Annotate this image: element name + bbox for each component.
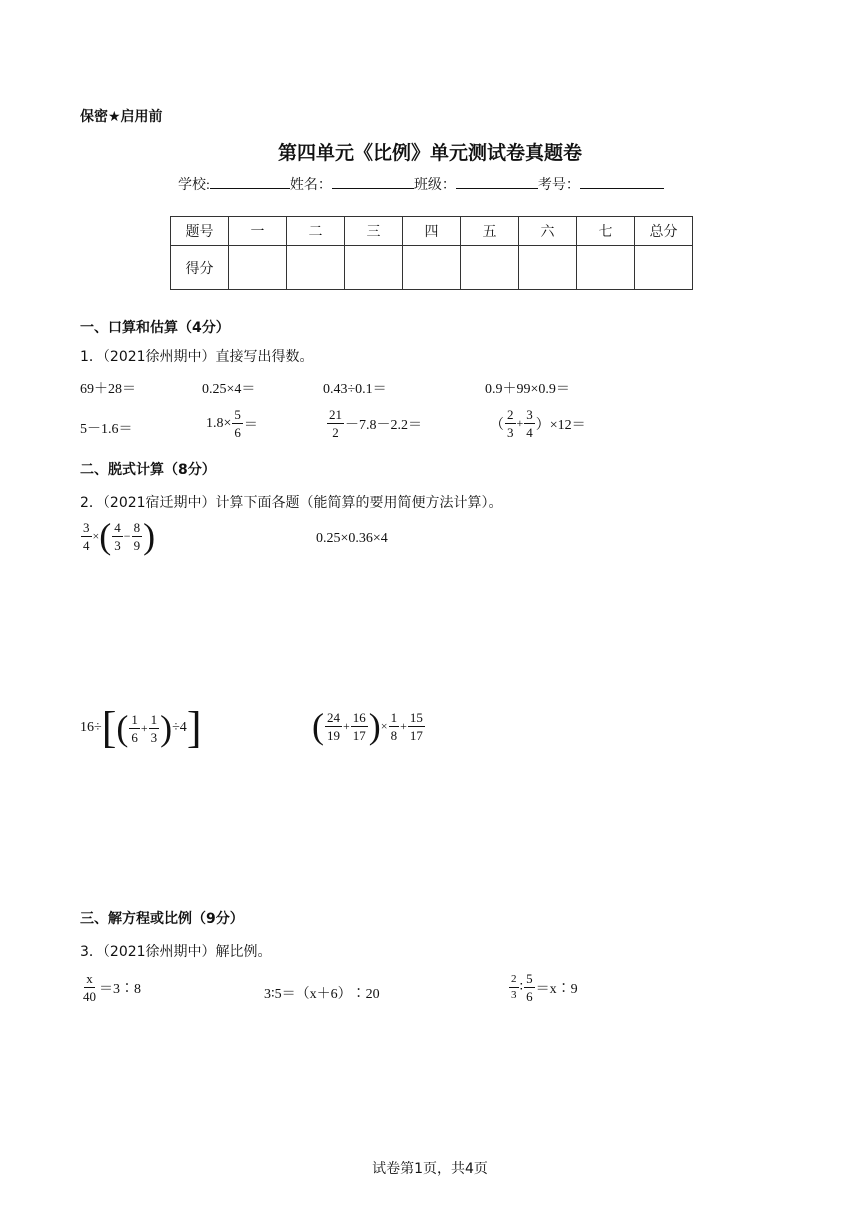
question-2: 2．（2021宿迁期中）计算下面各题（能简算的要用简便方法计算）。 <box>80 495 503 511</box>
calc-text: 16÷ <box>80 720 102 735</box>
score-header-cell: 五 <box>461 217 519 246</box>
right-paren-icon: ) <box>143 516 156 556</box>
denominator: 2 <box>332 425 339 440</box>
problem-2-4 <box>312 708 426 744</box>
numerator: 1 <box>131 711 138 727</box>
section2-heading: 二、脱式计算（8分） <box>80 462 216 478</box>
name-label: 姓名： <box>289 178 332 193</box>
denominator: 9 <box>133 537 141 553</box>
denominator: 3 <box>507 425 514 440</box>
fraction <box>524 972 535 1003</box>
calc-text: ＝ <box>243 417 258 433</box>
operator: × <box>92 528 100 543</box>
score-row-label: 得分 <box>171 246 229 290</box>
operator: + <box>400 718 407 733</box>
problem-3-3 <box>508 972 578 1003</box>
calc-item: 5－1.6＝ <box>80 422 133 437</box>
numerator: 2 <box>507 407 514 422</box>
score-table <box>170 216 693 290</box>
problem-3-2: 3∶5＝（x＋6）∶20 <box>264 987 380 1002</box>
denominator: 6 <box>131 729 138 745</box>
numerator: 5 <box>234 407 241 422</box>
fraction <box>149 713 160 744</box>
numerator: 21 <box>329 407 342 422</box>
score-cell[interactable] <box>519 246 577 290</box>
school-label: 学校: <box>178 178 210 193</box>
fraction <box>327 408 344 439</box>
school-blank <box>210 174 290 189</box>
operator: + <box>140 720 148 735</box>
denominator: 8 <box>390 727 398 743</box>
numerator: 2 <box>509 974 519 988</box>
problem-2-1 <box>80 518 155 554</box>
page-footer: 试卷第1页，共4页 <box>372 1161 488 1177</box>
numerator: 15 <box>409 709 423 725</box>
page-title: 第四单元《比例》单元测试卷真题卷 <box>277 142 582 164</box>
fraction <box>112 521 123 552</box>
calc-item: 0.25×4＝ <box>202 382 256 397</box>
calc-item: 0.43÷0.1＝ <box>323 382 387 397</box>
calc-text: （ <box>490 417 504 433</box>
denominator: 17 <box>409 727 423 743</box>
fraction <box>408 711 425 742</box>
score-cell[interactable] <box>345 246 403 290</box>
calc-text: －7.8－2.2＝ <box>345 417 422 433</box>
numerator: 24 <box>327 709 340 725</box>
fraction <box>524 408 535 439</box>
calc-text: ∶ <box>519 980 524 995</box>
denominator: 6 <box>234 425 241 440</box>
score-cell[interactable] <box>403 246 461 290</box>
calc-text: ）×12＝ <box>535 417 586 433</box>
score-cell[interactable] <box>229 246 287 290</box>
calc-text: 1.8× <box>206 415 232 431</box>
left-paren-icon: ( <box>99 516 112 556</box>
numerator: 1 <box>390 709 398 725</box>
numerator: x <box>86 971 93 986</box>
operator: + <box>516 416 524 430</box>
fraction <box>389 711 400 742</box>
calc-item: 69＋28＝ <box>80 382 136 397</box>
score-cell[interactable] <box>635 246 693 290</box>
left-bracket-icon: [ <box>101 703 117 752</box>
calc-item: 0.9＋99×0.9＝ <box>485 382 570 397</box>
problem-3-1 <box>80 972 141 1003</box>
calc-item <box>206 408 258 439</box>
fraction <box>351 711 368 742</box>
numerator: 3 <box>526 407 533 422</box>
denominator: 4 <box>526 425 533 440</box>
score-cell[interactable] <box>461 246 519 290</box>
calc-text: ÷4 <box>172 720 187 735</box>
right-paren-icon: ) <box>160 708 173 748</box>
denominator: 3 <box>114 537 121 553</box>
calc-text: ＝3∶8 <box>99 981 141 997</box>
denominator: 3 <box>150 729 158 745</box>
denominator: 6 <box>526 989 533 1004</box>
class-label: 班级： <box>413 178 456 193</box>
calc-text: ＝x∶9 <box>535 981 578 997</box>
fraction <box>81 521 92 552</box>
fraction <box>232 408 243 439</box>
denominator: 4 <box>83 537 90 553</box>
left-paren-icon: ( <box>116 708 129 748</box>
fraction <box>325 711 342 742</box>
problem-2-3 <box>80 703 202 752</box>
denominator: 40 <box>83 989 96 1004</box>
operator: − <box>123 528 131 543</box>
exam-no-label: 考号： <box>537 178 580 193</box>
operator: + <box>343 718 350 733</box>
score-header-cell: 六 <box>519 217 577 246</box>
numerator: 16 <box>352 709 366 725</box>
numerator: 1 <box>150 711 158 727</box>
problem-2-2: 0.25×0.36×4 <box>316 531 388 546</box>
numerator: 4 <box>114 519 121 535</box>
denominator: 3 <box>511 989 517 1001</box>
score-header-cell: 三 <box>345 217 403 246</box>
score-cell[interactable] <box>287 246 345 290</box>
numerator: 3 <box>83 519 90 535</box>
student-info-line <box>178 174 664 194</box>
question-3: 3．（2021徐州期中）解比例。 <box>80 944 272 960</box>
numerator: 5 <box>526 971 533 986</box>
score-header-cell: 一 <box>229 217 287 246</box>
section3-heading: 三、解方程或比例（9分） <box>80 911 244 927</box>
score-header-cell: 四 <box>403 217 461 246</box>
right-paren-icon: ) <box>368 706 381 746</box>
fraction <box>132 521 143 552</box>
calc-item <box>490 408 586 439</box>
fraction <box>509 974 519 1001</box>
score-cell[interactable] <box>577 246 635 290</box>
fraction <box>505 408 516 439</box>
exam-no-blank <box>580 174 664 189</box>
numerator: 8 <box>133 519 141 535</box>
fraction <box>81 972 98 1003</box>
score-header-cell: 题号 <box>171 217 229 246</box>
calc-item <box>326 408 422 439</box>
score-header-cell: 二 <box>287 217 345 246</box>
section1-heading: 一、口算和估算（4分） <box>80 320 230 336</box>
score-header-cell: 七 <box>577 217 635 246</box>
score-table-score-row <box>171 246 693 290</box>
confidential-label: 保密★启用前 <box>80 109 163 125</box>
denominator: 17 <box>352 727 366 743</box>
operator: × <box>380 718 388 733</box>
name-blank <box>332 174 414 189</box>
right-bracket-icon: ] <box>186 703 202 752</box>
denominator: 19 <box>327 727 340 743</box>
question-1: 1．（2021徐州期中）直接写出得数。 <box>80 349 314 365</box>
class-blank <box>456 174 538 189</box>
left-paren-icon: ( <box>312 706 324 746</box>
fraction <box>129 713 140 744</box>
score-table-header-row <box>171 217 693 246</box>
score-header-cell: 总分 <box>635 217 693 246</box>
